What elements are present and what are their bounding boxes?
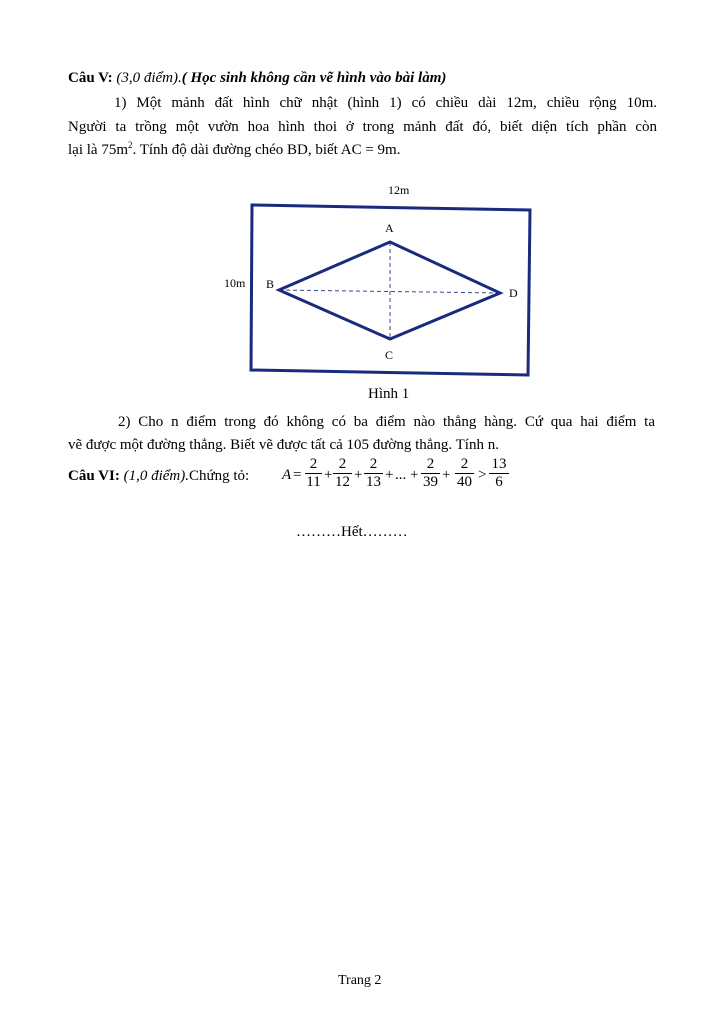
fraction: 2 39 — [423, 456, 438, 490]
q5-points: (3,0 điểm). — [116, 70, 182, 86]
page-footer: Trang 2 — [338, 973, 382, 988]
q6-heading — [68, 466, 249, 486]
q5-p1-line3-post: . Tính độ dài đường chéo BD, biết AC = 9m. — [132, 142, 401, 158]
vertex-c: C — [385, 348, 394, 362]
formula-plus: + — [354, 467, 363, 483]
vertex-b: B — [266, 277, 275, 291]
figure-caption: Hình 1 — [368, 386, 410, 402]
q6-points: (1,0 điểm). — [123, 468, 189, 484]
label-width: 12m — [388, 183, 410, 197]
formula-plus: + — [410, 467, 419, 483]
fraction: 2 40 — [457, 456, 472, 490]
formula-eq: = — [293, 467, 302, 483]
end-marker: ………Hết……… — [296, 524, 408, 540]
figure-1 — [0, 0, 725, 420]
q5-p1-line1: 1) Một mảnh đất hình chữ nhật (hình 1) có chiều dài 12m, chiều rộng 10m. — [114, 95, 657, 111]
q5-title: Câu V: — [68, 70, 113, 86]
formula-dots: ... — [395, 467, 407, 483]
label-height: 10m — [224, 276, 246, 290]
q6-prompt: Chứng tỏ: — [188, 468, 250, 484]
q5-note: ( Học sinh không cần vẽ hình vào bài làm) — [181, 70, 447, 86]
q5-p2-line2: vẽ được một đường thẳng. Biết vẽ được tất cả 105 đường thẳng. Tính n. — [68, 437, 499, 453]
formula-gt: > — [478, 467, 487, 483]
q5-p1-line3-pre: lại là 75m — [68, 142, 128, 158]
q6-title: Câu VI: — [68, 468, 120, 484]
fraction: 13 6 — [489, 456, 509, 491]
fraction: 2 11 — [306, 456, 321, 490]
fraction: 2 12 — [335, 456, 350, 490]
vertex-a: A — [385, 221, 394, 235]
formula-plus: + — [442, 467, 451, 483]
q5-p1-line3-sup: 2 — [128, 140, 133, 150]
vertex-d: D — [509, 286, 518, 300]
formula-plus: + — [324, 467, 333, 483]
fraction: 2 13 — [366, 456, 381, 490]
q5-p2-line1: 2) Cho n điểm trong đó không có ba điểm nào thẳng hàng. Cứ qua hai điểm ta — [118, 414, 655, 430]
q5-p1-line2: Người ta trồng một vườn hoa hình thoi ở trong mảnh đất đó, biết diện tích phần còn — [68, 119, 657, 135]
formula-lhs: A — [282, 467, 292, 483]
formula-plus: + — [385, 467, 394, 483]
